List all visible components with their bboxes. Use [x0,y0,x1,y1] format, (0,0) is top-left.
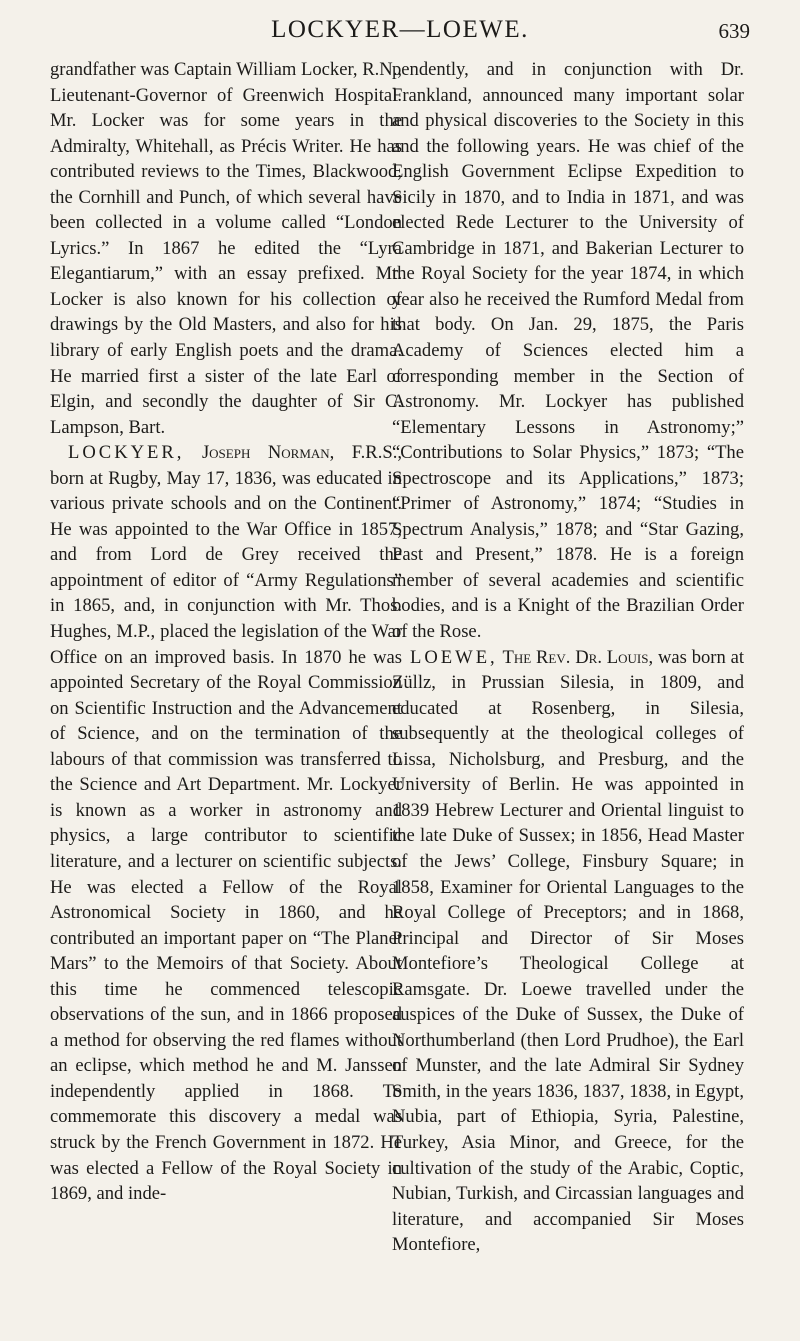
right-column [392,57,744,1258]
running-head [0,14,800,54]
entry-locker-continued: grandfather was Captain William Locker, R.N., Lieutenant-Governor of Greenwich Hospital. Mr. Locker was for some years in the Admiralty, Whitehall, as Précis Writer. He has contributed reviews to the Times, Blackwood, the Cornhill and Punch, of which several have been collected in a volume called “London Lyrics.” In 1867 he edited the “Lyra Elegantiarum,” with an essay prefixed. Mr. Locker is also known for his collection of drawings by the Old Masters, and also for his library of early English poets and the drama. He married first a sister of the late Earl of Elgin, and secondly the daughter of Sir C. Lampson, Bart. [50,59,402,438]
entry-body: F.R.S., born at Rugby, May 17, 1836, was educated in various private schools and on the Continent. He was appointed to the War Office in 1857, and from Lord de Grey received the appointment of editor of “Army Regulations” in 1865, and, in conjunction with Mr. Thos. Hughes, M.P., placed the legislation of the War Office on an improved basis. In 1870 he was appointed Secretary of the Royal Commission on Scientific Instruction and the Advancement of Science, and on the termination of the labours of that commission was transferred to the Science and Art Department. Mr. Lockyer is known as a worker in astronomy and physics, a large contributor to scientific literature, and a lecturer on scientific subjects. He was elected a Fellow of the Royal Astronomical Society in 1860, and he contributed an important paper on “The Planet Mars” to the Memoirs of that Society. About this time he commenced telescopic observations of the sun, and in 1866 proposed a method for observing the red flames without an eclipse, which method he and M. Janssen independently applied in 1868. To commemorate this discovery a medal was struck by the French Government in 1872. He was elected a Fellow of the Royal Society in 1869, and inde- [50,442,402,1205]
entry-body: was born at Züllz, in Prussian Silesia, in 1809, and educated at Rosenberg, in Silesia, subsequently at the theological colleges of Lissa, Nicholsburg, and Presburg, and the University of Berlin. He was appointed in 1839 Hebrew Lecturer and Oriental linguist to the late Duke of Sussex; in 1856, Head Master of the Jews’ College, Finsbury Square; in 1858, Examiner for Oriental Languages to the Royal College of Preceptors; and in 1868, Principal and Director of Sir Moses Montefiore’s Theological College at Ramsgate. Dr. Loewe travelled under the auspices of the Duke of Sussex, the Duke of Northumberland (then Lord Prudhoe), the Earl of Munster, and the late Admiral Sir Sydney Smith, in the years 1836, 1837, 1838, in Egypt, Nubia, part of Ethiopia, Syria, Palestine, Turkey, Asia Minor, and Greece, for the cultivation of the study of the Arabic, Coptic, Nubian, Turkish, and Circassian languages and literature, and accompanied Sir Moses Montefiore, [392,646,745,1256]
entry-loewe [392,645,744,1258]
running-title: LOCKYER—LOEWE. [271,16,529,43]
left-column [50,57,402,1207]
entry-lockyer [50,440,402,1206]
entry-name: The Rev. Dr. Louis, [502,646,654,668]
entry-name: Joseph Norman, [201,442,335,464]
entry-headword: LOEWE, [410,646,498,668]
page-number: 639 [718,19,750,43]
entry-lockyer-continued: pendently, and in conjunction with Dr. Frankland, announced many important solar and physical discoveries to the Society in this and the following years. He was chief of the English Government Eclipse Expedition to Sicily in 1870, and to India in 1871, and was elected Rede Lecturer to the University of Cambridge in 1871, and Bakerian Lecturer to the Royal Society for the year 1874, in which year also he received the Rumford Medal from that body. On Jan. 29, 1875, the Paris Academy of Sciences elected him a corresponding member in the Section of Astronomy. Mr. Lockyer has published “Elementary Lessons in Astronomy;” “Contributions to Solar Physics,” 1873; “The Spectroscope and its Applications,” 1873; “Primer of Astronomy,” 1874; “Studies in Spectrum Analysis,” 1878; and “Star Gazing, Past and Present,” 1878. He is a foreign member of several academies and scientific bodies, and is a Knight of the Brazilian Order of the Rose. [392,59,744,643]
entry-headword: LOCKYER, [68,442,185,464]
